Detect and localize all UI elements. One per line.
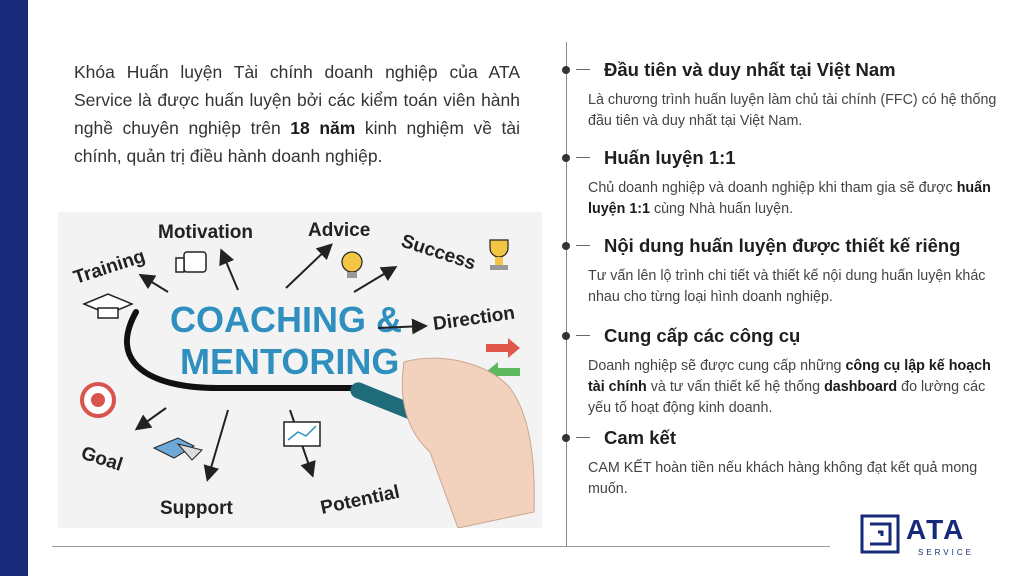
- intro-text-1: Khóa Huấn luyện Tài chính doanh nghiệp của ATA Service là được huấn luyện bởi các kiểm toán viên hành nghề chuyên nghiệp trên: [74, 62, 520, 138]
- bullet-dot: [562, 434, 570, 442]
- features-list: [566, 56, 1006, 500]
- feature-item: [566, 56, 1006, 144]
- presentation-icon: [284, 422, 320, 446]
- feature-description: Tư vấn lên lộ trình chi tiết và thiết kế nội dung huấn luyện khác nhau cho từng loại hình doanh nghiệp.: [588, 268, 986, 305]
- bullet-dot: [562, 332, 570, 340]
- illus-arrow: [286, 246, 330, 288]
- bullet-dot: [562, 154, 570, 162]
- feature-description: Là chương trình huấn luyện làm chủ tài chính (FFC) có hệ thống đầu tiên và duy nhất tại Việt Nam.: [588, 92, 997, 129]
- illus-word-motivation: Motivation: [158, 222, 253, 243]
- feature-description: Chủ doanh nghiệp và doanh nghiệp khi tham gia sẽ được huấn luyện 1:1 cùng Nhà huấn luyện.: [588, 180, 991, 217]
- feature-description: Doanh nghiệp sẽ được cung cấp những công cụ lập kế hoạch tài chính và tư vấn thiết kế hệ thống dashboard đo lường các yếu tố hoạt động kinh doanh.: [588, 358, 991, 416]
- feature-title: Nội dung huấn luyện được thiết kế riêng: [586, 232, 1006, 262]
- feature-item: [566, 232, 1006, 322]
- illus-word-support: Support: [160, 498, 233, 519]
- graduation-cap-icon: [84, 294, 132, 318]
- intro-text-2: kinh nghiệm về tài chính, quản trị điều hành doanh nghiệp.: [74, 118, 520, 166]
- lightbulb-icon: [342, 252, 362, 278]
- feature-item: [566, 424, 1006, 500]
- logo-name: ATA: [906, 514, 966, 545]
- ata-service-logo: [858, 512, 988, 562]
- logo-subtitle: SERVICE: [918, 548, 974, 557]
- ata-maze-icon: [858, 512, 902, 556]
- feature-title: Đầu tiên và duy nhất tại Việt Nam: [586, 56, 1006, 86]
- illus-center-line2: MENTORING: [180, 341, 400, 382]
- illus-word-goal: Goal: [78, 442, 126, 476]
- illus-word-direction: Direction: [431, 302, 517, 335]
- illus-arrow: [208, 410, 228, 478]
- intro-highlight: 18 năm: [290, 118, 356, 138]
- feature-title: Huấn luyện 1:1: [586, 144, 1006, 174]
- illus-word-training: Training: [71, 245, 148, 289]
- feature-title: Cung cấp các công cụ: [586, 322, 1006, 352]
- bullet-dot: [562, 242, 570, 250]
- illus-arrow: [222, 252, 238, 290]
- illus-word-advice: Advice: [308, 220, 371, 241]
- illus-arrow: [142, 276, 168, 292]
- target-icon: [82, 384, 114, 416]
- intro-paragraph: [74, 58, 520, 170]
- thumbs-up-icon: [176, 252, 206, 272]
- coaching-mentoring-illustration: [58, 212, 542, 528]
- feature-description: CAM KẾT hoàn tiền nếu khách hàng không đạt kết quả mong muốn.: [588, 460, 978, 497]
- feature-title: Cam kết: [586, 424, 1006, 454]
- illus-arrow: [354, 268, 394, 292]
- illus-word-success: Success: [398, 230, 479, 275]
- illus-word-potential: Potential: [318, 481, 402, 519]
- handshake-icon: [154, 438, 202, 460]
- bullet-dot: [562, 66, 570, 74]
- horizontal-divider: [52, 546, 830, 547]
- feature-item: [566, 144, 1006, 232]
- feature-item: [566, 322, 1006, 424]
- illus-center-line1: COACHING &: [170, 299, 402, 340]
- trophy-icon: [490, 240, 508, 270]
- illus-arrow: [138, 408, 166, 428]
- left-accent-bar: [0, 0, 28, 576]
